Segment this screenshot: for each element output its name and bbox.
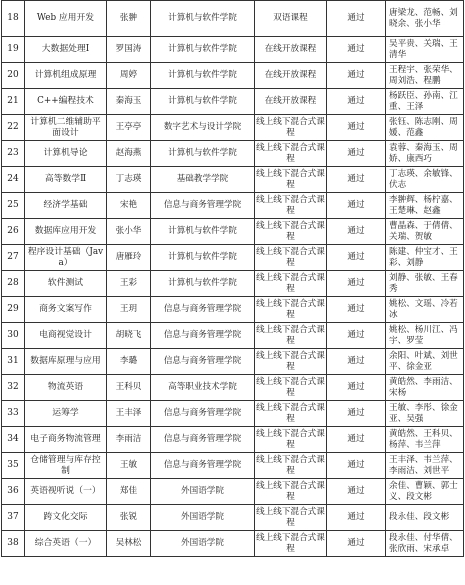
college-name-cell: 计算机与软件学院: [151, 245, 255, 271]
review-result-cell: 通过: [327, 167, 386, 193]
review-result-cell: 通过: [327, 401, 386, 427]
course-leader-cell: 张锐: [107, 505, 151, 531]
course-leader-cell: 李雨洁: [107, 427, 151, 453]
review-result-cell: 通过: [327, 37, 386, 63]
college-name-cell: 信息与商务管理学院: [151, 401, 255, 427]
course-name-cell: Web 应用开发: [25, 1, 107, 37]
row-number-cell: 19: [2, 37, 25, 63]
course-type-cell: 线上线下混合式课程: [255, 271, 327, 297]
team-members-cell: 黄皓然、李雨洁、宋杨: [386, 375, 464, 401]
row-number-cell: 33: [2, 401, 25, 427]
college-name-cell: 计算机与软件学院: [151, 141, 255, 167]
table-row: [2, 505, 464, 531]
review-result-cell: 通过: [327, 427, 386, 453]
course-leader-cell: 唐雁玲: [107, 245, 151, 271]
college-name-cell: 计算机与软件学院: [151, 1, 255, 37]
course-leader-cell: 李璐: [107, 349, 151, 375]
course-name-cell: 程序设计基础（Java）: [25, 245, 107, 271]
row-number-cell: 27: [2, 245, 25, 271]
row-number-cell: 21: [2, 89, 25, 115]
course-leader-cell: 张翀: [107, 1, 151, 37]
row-number-cell: 26: [2, 219, 25, 245]
college-name-cell: 外国语学院: [151, 479, 255, 505]
team-members-cell: 姚松、文瑶、冷若冰: [386, 297, 464, 323]
course-name-cell: 数据库原理与应用: [25, 349, 107, 375]
college-name-cell: 信息与商务管理学院: [151, 453, 255, 479]
course-type-cell: 线上线下混合式课程: [255, 323, 327, 349]
course-type-cell: 线上线下混合式课程: [255, 141, 327, 167]
course-type-cell: 线上线下混合式课程: [255, 349, 327, 375]
college-name-cell: 计算机与软件学院: [151, 63, 255, 89]
review-result-cell: 通过: [327, 63, 386, 89]
table-row: [2, 375, 464, 401]
row-number-cell: 35: [2, 453, 25, 479]
team-members-cell: 王程宇、张荣华、周刘浩、程鹏: [386, 63, 464, 89]
course-name-cell: 计算机导论: [25, 141, 107, 167]
review-result-cell: 通过: [327, 323, 386, 349]
team-members-cell: 李翀辉、杨柠嘉、王楚琳、赵鑫: [386, 193, 464, 219]
review-result-cell: 通过: [327, 349, 386, 375]
table-row: [2, 141, 464, 167]
review-result-cell: 通过: [327, 453, 386, 479]
table-row: [2, 193, 464, 219]
course-name-cell: 软件测试: [25, 271, 107, 297]
table-row: [2, 323, 464, 349]
course-leader-cell: 王彩: [107, 271, 151, 297]
table-row: [2, 479, 464, 505]
course-type-cell: 线上线下混合式课程: [255, 479, 327, 505]
team-members-cell: 丁志瑛、余敏锋、伏志: [386, 167, 464, 193]
row-number-cell: 28: [2, 271, 25, 297]
course-type-cell: 在线开放课程: [255, 89, 327, 115]
course-leader-cell: 郑佳: [107, 479, 151, 505]
college-name-cell: 信息与商务管理学院: [151, 349, 255, 375]
college-name-cell: 信息与商务管理学院: [151, 297, 255, 323]
course-name-cell: 数据库应用开发: [25, 219, 107, 245]
course-type-cell: 线上线下混合式课程: [255, 531, 327, 557]
team-members-cell: 杨跃臣、孙南、江重、王泽: [386, 89, 464, 115]
review-result-cell: 通过: [327, 193, 386, 219]
course-leader-cell: 吴林松: [107, 531, 151, 557]
team-members-cell: 王丰泽、韦兰萍、李雨洁、刘世平: [386, 453, 464, 479]
course-leader-cell: 张小华: [107, 219, 151, 245]
college-name-cell: 外国语学院: [151, 531, 255, 557]
course-type-cell: 线上线下混合式课程: [255, 115, 327, 141]
course-leader-cell: 王丰泽: [107, 401, 151, 427]
team-members-cell: 余阳、叶斌、刘世平、徐金亚: [386, 349, 464, 375]
row-number-cell: 18: [2, 1, 25, 37]
course-name-cell: C++编程技术: [25, 89, 107, 115]
course-name-cell: 英语视听说（一）: [25, 479, 107, 505]
table-row: [2, 297, 464, 323]
course-type-cell: 线上线下混合式课程: [255, 401, 327, 427]
team-members-cell: 刘静、张敏、王春秀: [386, 271, 464, 297]
course-name-cell: 物流英语: [25, 375, 107, 401]
course-type-cell: 线上线下混合式课程: [255, 427, 327, 453]
row-number-cell: 23: [2, 141, 25, 167]
table-row: [2, 453, 464, 479]
course-name-cell: 电商视觉设计: [25, 323, 107, 349]
table-row: [2, 245, 464, 271]
course-type-cell: 线上线下混合式课程: [255, 245, 327, 271]
course-table: [1, 0, 464, 557]
team-members-cell: 黄皓然、王科贝、杨萍、韦兰萍: [386, 427, 464, 453]
course-leader-cell: 周婷: [107, 63, 151, 89]
row-number-cell: 25: [2, 193, 25, 219]
course-leader-cell: 胡晓飞: [107, 323, 151, 349]
review-result-cell: 通过: [327, 375, 386, 401]
table-row: [2, 167, 464, 193]
course-type-cell: 线上线下混合式课程: [255, 505, 327, 531]
course-type-cell: 线上线下混合式课程: [255, 453, 327, 479]
team-members-cell: 张钰、陈志刚、周媛、范鑫: [386, 115, 464, 141]
table-row: [2, 115, 464, 141]
course-leader-cell: 王科贝: [107, 375, 151, 401]
college-name-cell: 基础教学学院: [151, 167, 255, 193]
team-members-cell: 陈建、仲宝才、王彩、刘静: [386, 245, 464, 271]
review-result-cell: 通过: [327, 115, 386, 141]
course-name-cell: 运筹学: [25, 401, 107, 427]
course-leader-cell: 王玥: [107, 297, 151, 323]
college-name-cell: 计算机与软件学院: [151, 271, 255, 297]
review-result-cell: 通过: [327, 89, 386, 115]
review-result-cell: 通过: [327, 245, 386, 271]
course-type-cell: 线上线下混合式课程: [255, 193, 327, 219]
course-name-cell: 仓储管理与库存控制: [25, 453, 107, 479]
college-name-cell: 计算机与软件学院: [151, 89, 255, 115]
course-type-cell: 线上线下混合式课程: [255, 297, 327, 323]
course-leader-cell: 宋艳: [107, 193, 151, 219]
row-number-cell: 31: [2, 349, 25, 375]
row-number-cell: 24: [2, 167, 25, 193]
college-name-cell: 信息与商务管理学院: [151, 193, 255, 219]
course-leader-cell: 罗国涛: [107, 37, 151, 63]
course-type-cell: 在线开放课程: [255, 63, 327, 89]
course-name-cell: 大数据处理Ⅰ: [25, 37, 107, 63]
table-row: [2, 427, 464, 453]
review-result-cell: 通过: [327, 479, 386, 505]
review-result-cell: 通过: [327, 505, 386, 531]
college-name-cell: 信息与商务管理学院: [151, 427, 255, 453]
course-table-body: [2, 1, 464, 557]
course-name-cell: 计算机组成原理: [25, 63, 107, 89]
course-type-cell: 线上线下混合式课程: [255, 219, 327, 245]
table-row: [2, 219, 464, 245]
row-number-cell: 34: [2, 427, 25, 453]
row-number-cell: 30: [2, 323, 25, 349]
team-members-cell: 余佳、曹颖、郭士义、段文彬: [386, 479, 464, 505]
course-leader-cell: 王亭亭: [107, 115, 151, 141]
table-row: [2, 1, 464, 37]
course-name-cell: 商务文案写作: [25, 297, 107, 323]
review-result-cell: 通过: [327, 297, 386, 323]
course-name-cell: 电子商务物流管理: [25, 427, 107, 453]
row-number-cell: 37: [2, 505, 25, 531]
row-number-cell: 29: [2, 297, 25, 323]
table-row: [2, 89, 464, 115]
course-name-cell: 综合英语（一）: [25, 531, 107, 557]
team-members-cell: 唐梁龙、范畅、刘晓余、张小华: [386, 1, 464, 37]
college-name-cell: 外国语学院: [151, 505, 255, 531]
course-type-cell: 线上线下混合式课程: [255, 375, 327, 401]
review-result-cell: 通过: [327, 1, 386, 37]
course-leader-cell: 秦海玉: [107, 89, 151, 115]
table-row: [2, 37, 464, 63]
course-leader-cell: 赵海燕: [107, 141, 151, 167]
team-members-cell: 王敏、李彤、徐金亚、吴强: [386, 401, 464, 427]
team-members-cell: 吴平贵、关瑞、王清华: [386, 37, 464, 63]
team-members-cell: 姚松、杨川江、冯宇、罗莹: [386, 323, 464, 349]
college-name-cell: 计算机与软件学院: [151, 219, 255, 245]
table-row: [2, 63, 464, 89]
course-type-cell: 双语课程: [255, 1, 327, 37]
team-members-cell: 袁蓉、秦海玉、周娇、康西巧: [386, 141, 464, 167]
course-type-cell: 线上线下混合式课程: [255, 167, 327, 193]
course-name-cell: 经济学基础: [25, 193, 107, 219]
course-type-cell: 在线开放课程: [255, 37, 327, 63]
college-name-cell: 数字艺术与设计学院: [151, 115, 255, 141]
course-leader-cell: 丁志瑛: [107, 167, 151, 193]
course-name-cell: 高等数学Ⅱ: [25, 167, 107, 193]
table-row: [2, 271, 464, 297]
college-name-cell: 高等职业技术学院: [151, 375, 255, 401]
row-number-cell: 22: [2, 115, 25, 141]
table-row: [2, 349, 464, 375]
team-members-cell: 段永佳、段文彬: [386, 505, 464, 531]
course-name-cell: 计算机二维辅助平面设计: [25, 115, 107, 141]
row-number-cell: 38: [2, 531, 25, 557]
table-row: [2, 531, 464, 557]
row-number-cell: 20: [2, 63, 25, 89]
course-leader-cell: 王敏: [107, 453, 151, 479]
table-row: [2, 401, 464, 427]
row-number-cell: 36: [2, 479, 25, 505]
review-result-cell: 通过: [327, 219, 386, 245]
college-name-cell: 计算机与软件学院: [151, 37, 255, 63]
review-result-cell: 通过: [327, 271, 386, 297]
team-members-cell: 曹晶森、于倩倩、关瑞、贺敏: [386, 219, 464, 245]
course-table-wrapper: [1, 0, 463, 557]
course-name-cell: 跨文化交际: [25, 505, 107, 531]
college-name-cell: 信息与商务管理学院: [151, 323, 255, 349]
team-members-cell: 段永佳、付华倩、张欣雨、宋承卓: [386, 531, 464, 557]
review-result-cell: 通过: [327, 141, 386, 167]
row-number-cell: 32: [2, 375, 25, 401]
review-result-cell: 通过: [327, 531, 386, 557]
